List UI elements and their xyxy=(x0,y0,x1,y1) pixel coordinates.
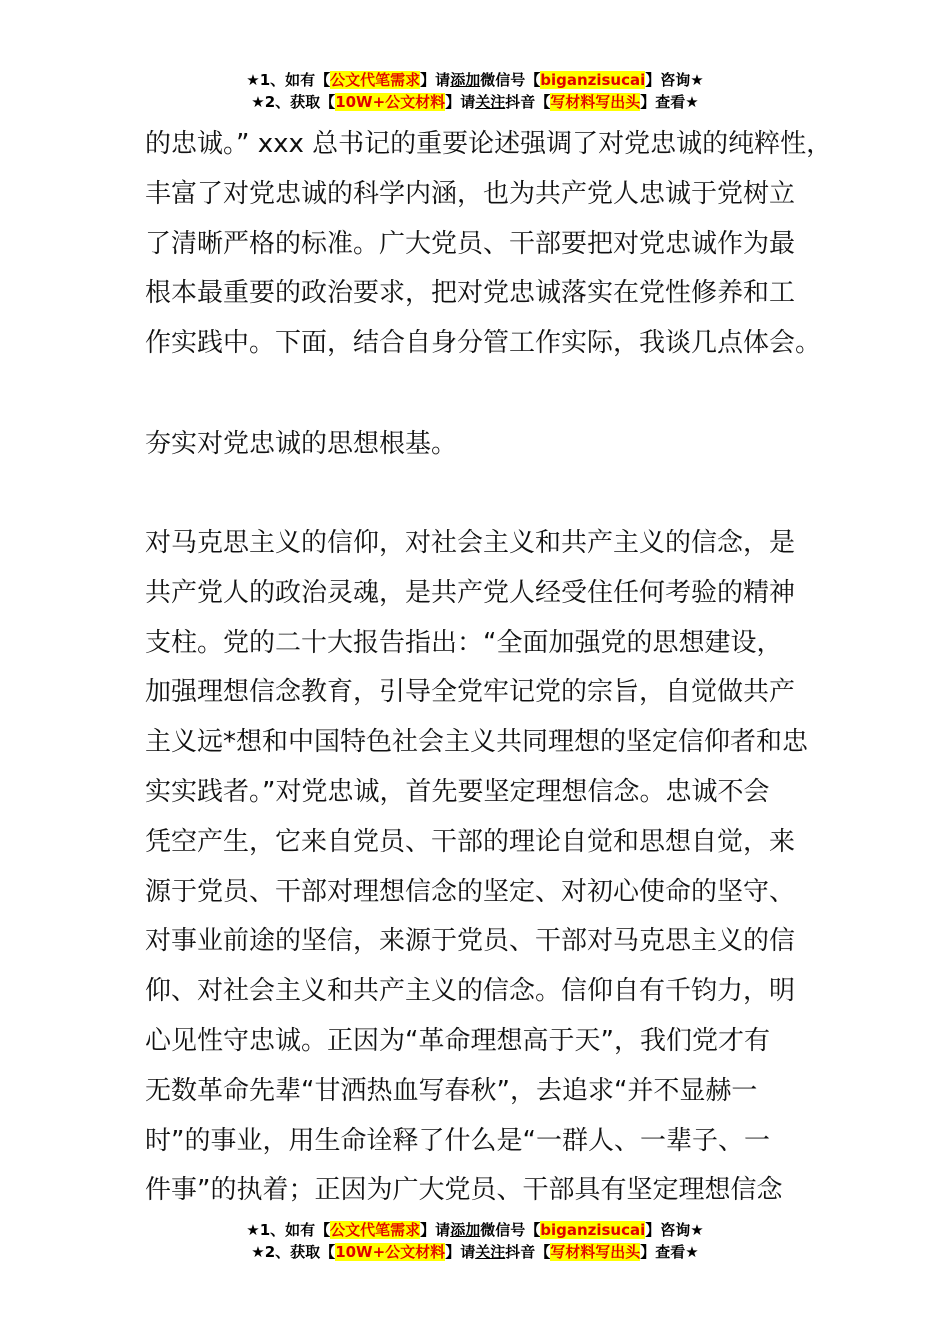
highlight-materials: 10W+公文材料 xyxy=(335,1243,446,1261)
highlight-service: 公文代笔需求 xyxy=(330,1221,421,1239)
highlight-douyin: 写材料写出头 xyxy=(550,1243,641,1261)
text-line: 丰富了对党忠诚的科学内涵，也为共产党人忠诚于党树立 xyxy=(145,178,796,209)
section-heading: 夯实对党忠诚的思想根基。 xyxy=(145,429,458,459)
text-line: 对事业前途的坚信，来源于党员、干部对马克思主义的信 xyxy=(145,926,796,957)
text-line: 的忠诚。” xxx 总书记的重要论述强调了对党忠诚的纯粹性， xyxy=(145,129,833,159)
text-line: 作实践中。下面，结合自身分管工作实际，我谈几点体会。 xyxy=(145,328,822,359)
text-line: 实实践者。”对党忠诚，首先要坚定理想信念。忠诚不会 xyxy=(145,776,770,807)
text-line: 无数革命先辈“甘洒热血写春秋”，去追求“并不显赫一 xyxy=(145,1075,758,1106)
text-line: 了清晰严格的标准。广大党员、干部要把对党忠诚作为最 xyxy=(145,228,796,259)
text-line: 件事”的执着；正因为广大党员、干部具有坚定理想信念 xyxy=(145,1175,783,1206)
text-line: 仰、对社会主义和共产主义的信念。信仰自有千钧力，明 xyxy=(145,976,796,1007)
banner-line-1: ★1、如有【公文代笔需求】请添加微信号【biganzisucai】咨询★ xyxy=(246,71,704,89)
highlight-service: 公文代笔需求 xyxy=(330,71,421,89)
text-line: 根本最重要的政治要求，把对党忠诚落实在党性修养和工 xyxy=(145,278,796,309)
highlight-wechat-id: biganzisucai xyxy=(540,1221,646,1239)
highlight-wechat-id: biganzisucai xyxy=(540,71,646,89)
footer-banner xyxy=(0,1219,950,1263)
text-line: 对马克思主义的信仰，对社会主义和共产主义的信念，是 xyxy=(145,528,796,558)
header-banner xyxy=(0,69,950,113)
text-line: 心见性守忠诚。正因为“革命理想高于天”，我们党才有 xyxy=(145,1025,770,1056)
text-line: 时”的事业，用生命诠释了什么是“一群人、一辈子、一 xyxy=(145,1125,770,1156)
banner-line-2: ★2、获取【10W+公文材料】请关注抖音【写材料写出头】查看★ xyxy=(251,1243,699,1261)
paragraph-1 xyxy=(145,120,833,369)
banner-line-1: ★1、如有【公文代笔需求】请添加微信号【biganzisucai】咨询★ xyxy=(246,1221,704,1239)
highlight-douyin: 写材料写出头 xyxy=(550,93,641,111)
text-line: 加强理想信念教育，引导全党牢记党的宗旨，自觉做共产 xyxy=(145,677,796,708)
text-line: 共产党人的政治灵魂，是共产党人经受住任何考验的精神 xyxy=(145,577,796,608)
highlight-materials: 10W+公文材料 xyxy=(335,93,446,111)
paragraph-2 xyxy=(145,519,815,1216)
text-line: 主义远*想和中国特色社会主义共同理想的坚定信仰者和忠 xyxy=(145,727,809,758)
text-line: 凭空产生，它来自党员、干部的理论自觉和思想自觉，来 xyxy=(145,826,796,857)
text-line: 源于党员、干部对理想信念的坚定、对初心使命的坚守、 xyxy=(145,876,796,907)
text-line: 支柱。党的二十大报告指出：“全面加强党的思想建设， xyxy=(145,627,783,658)
banner-line-2: ★2、获取【10W+公文材料】请关注抖音【写材料写出头】查看★ xyxy=(251,93,699,111)
